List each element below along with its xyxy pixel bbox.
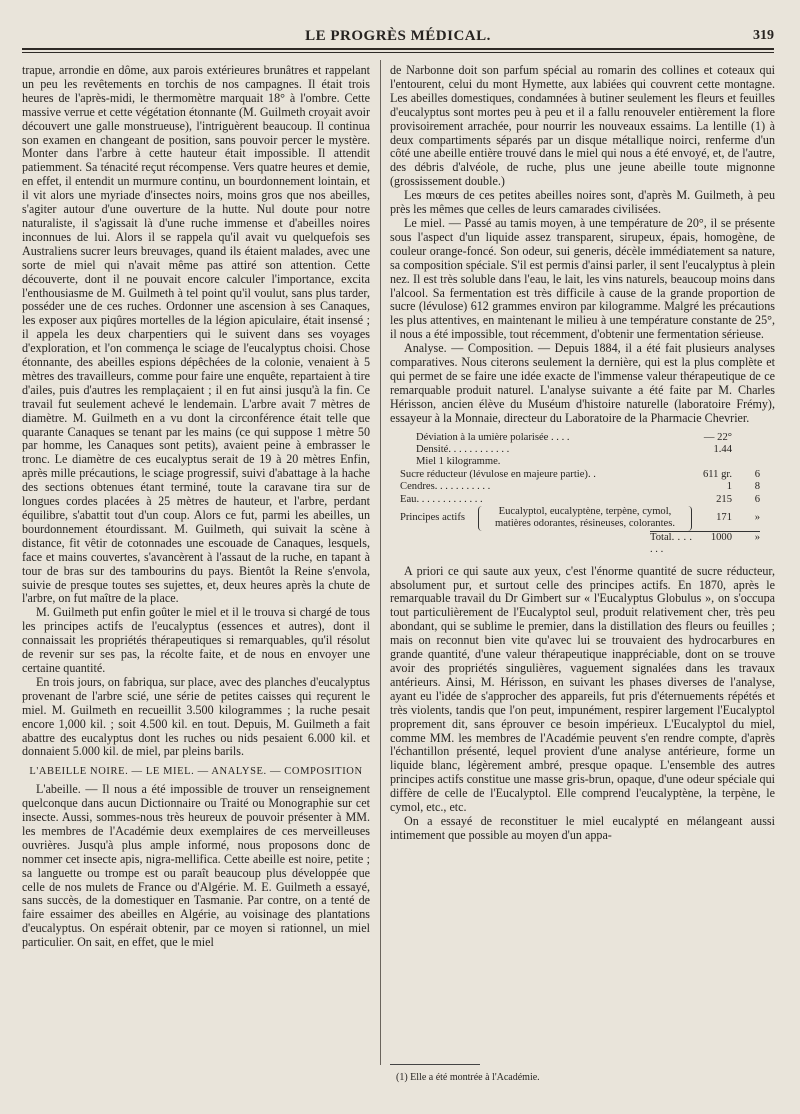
analysis-fraction: 8 xyxy=(754,481,760,493)
analysis-row xyxy=(400,456,760,468)
paragraph: On a essayé de reconstituer le miel eucalypté en mélangeant aussi intimement que possible au moyen d'un appa- xyxy=(390,813,775,842)
analysis-row xyxy=(400,432,760,444)
analysis-label: Eau. . . . . . . . . . . . . xyxy=(400,493,483,505)
journal-title: LE PROGRÈS MÉDICAL. xyxy=(305,28,491,44)
analysis-value: 611 gr. xyxy=(702,468,732,480)
right-column xyxy=(390,64,775,843)
analysis-label: Cendres. . . . . . . . . . . xyxy=(400,481,491,493)
analysis-value: 1000 xyxy=(710,531,732,543)
analysis-fraction: » xyxy=(754,512,760,524)
analysis-label: Déviation à la umière polarisée . . . . xyxy=(416,431,570,443)
analysis-fraction: 6 xyxy=(754,493,760,505)
analysis-value: — 22° xyxy=(703,431,732,443)
paragraph: Analyse. — Composition. — Depuis 1884, il a été fait plusieurs analyses comparatives. Nous citerons seulement la dernière, qui est la plus complète et qui permet de se faire une idée exacte de l'immense valeur thérapeutique de ce remarquable produit naturel. L'analyse suivante a été faite par M. Charles Hérisson, ancien élève du Muséum d'histoire naturelle (laboratoire Frémy), essayeur à la Monnaie, directeur du Laboratoire de la Pharmacie Chevrier. xyxy=(390,341,775,425)
analysis-row xyxy=(400,506,760,531)
header-rule-thick xyxy=(22,48,774,50)
paragraph: de Narbonne doit son parfum spécial au romarin des collines et coteaux qui l'entourent, celui du mont Hymette, aux labiées qui couvrent cette montagne. Les abeilles domestiques, condamnées à butiner seulement les fleurs et feuilles d'eucalyptus sont mortes peu à peu et il a fallu renouveler entièrement la flore provisoirement arrachée, pour nourrir les nouveaux essaims. La lentille (1) à deux compartiments séparés par un disque métallique noirci, renferme d'un côté une abeille entière trouvé dans le miel qui nous a été envoyé, et, de l'autre, des débris d'alvéole, de ruche, plus une jeune abeille toute mignonne (grossissement double.) xyxy=(390,63,775,189)
analysis-label: Densité. . . . . . . . . . . . xyxy=(416,443,510,455)
paragraph: Le miel. — Passé au tamis moyen, à une température de 20°, il se présente sous l'aspect d'un liquide assez transparent, sirupeux, épais, homogène, de couleur orange-foncé. Son odeur, sui generis, décèle immédiatement sa nature, sa composition spéciale. S'il est permis d'ainsi parler, il sent l'eucalyptus à plein nez. Il est très soluble dans l'eau, le lait, les vins naturels, beaucoup moins dans l'alcool. Sa fermentation est très difficile à cause de la grande proportion de sucre (lévulose) 612 grammes environ par kilogramme. Malgré les précautions les plus attentives, en maintenant le milieu à une température constante de 25°, il nous a été impossible, tout récemment, d'obtenir une fermentation sérieuse. xyxy=(390,215,775,342)
analysis-fraction: » xyxy=(754,531,760,543)
column-separator xyxy=(380,60,381,1065)
analysis-brace-content: Eucalyptol, eucalyptène, terpène, cymol, matières odorantes, résineuses, colorantes. xyxy=(478,506,692,531)
analysis-table xyxy=(400,432,760,557)
paragraph: A priori ce qui saute aux yeux, c'est l'énorme quantité de sucre réducteur, absolument pur, et surtout celle des principes actifs. En 1870, après le remarquable travail du Dr Gimbert sur « l'Eucalyptus Globulus », on s'occupa tout particulièrement de l'Eucalyptol seul, produit relativement cher, très peu abondant, qui se sublime le premier, dans la distillation des fleurs ou feuilles ; mais on reconnut bien vite qu'avec lui se trouvaient des hydrocarbures en grande quantité, d'une valeur thérapeutique inappréciable, dont on se trouve avoir des propriétés singulières, vaguement signalées dans les travaux antérieurs. Ainsi, M. Hérisson, en suivant les phases diverses de l'analyse, ayant eu l'idée de s'approcher des appareils, fut pris d'éternuements répétés et très violents, tandis que l'on peut, impunément, respirer largement l'Eucalyptol proprement dit, sans éprouver ce besoin impérieux. L'Eucalyptol du miel, comme MM. les membres de l'Académie peuvent s'en rendre compte, d'après l'échantillon présenté, lequel provient d'une analyse antérieure, forme un liquide blanc, légèrement ambré, presque opaque. L'ensemble des autres principes actifs constitue une masse gris-brun, opaque, d'une odeur spéciale qui diffère de celle de l'Eucalyptol. Elle comprend l'eucalyptène, la terpène, le cymol, etc., etc. xyxy=(390,563,775,815)
section-title: L'ABEILLE NOIRE. — LE MIEL. — ANALYSE. — COMPOSITION xyxy=(29,766,363,778)
analysis-label: Principes actifs xyxy=(400,512,466,524)
analysis-row xyxy=(400,494,760,506)
analysis-label: Miel 1 kilogramme. xyxy=(416,456,501,468)
analysis-row xyxy=(400,444,760,456)
footnote: (1) Elle a été montrée à l'Académie. xyxy=(396,1072,540,1083)
paragraph: trapue, arrondie en dôme, aux parois extérieures brunâtres et rappelant un peu les revêtements en torchis de nos campagnes. Il était trois heures de l'après-midi, le thermomètre marquait 18° à l'ombre. Cette massive verrue et cette végétation étonnante (M. Guilmeth croyait avoir découvert une galle monstrueuse), l'intriguèrent beaucoup. Il continua son examen en changeant de position, sans pouvoir percer le mystère. Monter dans l'arbre à cette hauteur était impossible. Il attendit patiemment. Sa ténacité reçut récompense. Vers quatre heures et demie, en effet, il entendit un murmure continu, un bourdonnement lointain, et il vit alors une myriade d'insectes noirs, moins gros que nos abeilles, s'agiter autour d'une ouverture de la hutte. Nul doute pour notre naturaliste, il s'agissait là d'une ruche immense et d'abeilles noires inconnues de lui. Alors il se rappela qu'il avait vu quelquefois ses Australiens sucrer leurs breuvages, quand ils étaient malades, avec une sorte de miel qui n'avait même pas attiré son attention. Cette découverte, dont il ne pouvait encore calculer l'importance, excita l'enthousiasme de M. Guilmeth à tel point qu'il voulut, sans plus tarder, posséder une de ces ruches. Ordonner une ascension à ses Canaques, les exposer aux piqûres mortelles de la légion apiculaire, était insensé ; il appela les deux charpentiers qui le suivent dans ses voyages d'exploration, et l'on commença le sciage de l'eucalyptus choisi. Chose étonnante, des abeilles espions dépêchées de la colonie, venaient à 5 mètres des travailleurs, comme pour faire une enquête, repartaient à tire d'ailes, puis d'autres les remplaçaient ; il en fut ainsi jusqu'à la fin. Ce travail fut seulement achevé le lendemain. L'arbre avait 7 mètres de diamètre. M. Guilmeth en a vu dont la circonférence était telle que quarante Canaques se tenant par les mains (ce qui suppose 1 mètre 50 par homme, les Canaques sont petits), avaient peine à embrasser le tronc. Le diamètre de ces eucalyptus serait de 19 à 20 mètres Enfin, après mille précautions, le sciage progressif, suivi d'abattage à la hache des sections obtenues étant terminé, toute la caravane tira sur de longues cordes placées à 25 mètres de hauteur, et l'arbre, perdant équilibre, s'abattit tout d'un coup. Alors ce fut, parmi les abeilles, un bourdonnement étourdissant. M. Guilmeth, qui suivait la scène à distance, fit vêtir de cotonnades une escouade de Canaques, lesquels, face et mains couvertes, s'avancèrent à l'assaut de la ruche, en tapant à tour de bras sur des tambourins du pays. Bientôt la Reine s'envola, suivie de presque toutes ses sujettes, et, deux heures après la chute de l'arbre, on fut maître de la place. xyxy=(22,63,370,606)
analysis-row xyxy=(400,481,760,493)
paragraph: Les mœurs de ces petites abeilles noires sont, d'après M. Guilmeth, à peu près les mêmes que celles de leurs camarades civilisées. xyxy=(390,188,775,217)
paragraph: En trois jours, on fabriqua, sur place, avec des planches d'eucalyptus provenant de l'arbre scié, une série de petites caisses qui reçurent le miel. M. Guilmeth en recueillit 3.500 kilogrammes ; la ruche pesait encore 1,000 kil. ; soit 4.500 kil. en tout. Depuis, M. Guilmeth a fait abattre des eucalyptus dont les ruches ou nids pesaient 6.000 kil. et donnaient 5.000 kil. de miel, par pleins barils. xyxy=(22,674,370,759)
analysis-label: Total. . . . . . . xyxy=(650,531,692,556)
paragraph: M. Guilmeth put enfin goûter le miel et il le trouva si chargé de tous les principes actifs de l'eucalyptus (essences et autres), dont il connaissait les propriétés thérapeutiques si remarquables, qu'il résolut de revenir sur ses pas, la récolte faite, et de nous en envoyer une certaine quantité. xyxy=(22,605,370,675)
analysis-value: 215 xyxy=(716,493,732,505)
analysis-value: 1 xyxy=(726,481,732,493)
paragraph: L'abeille. — Il nous a été impossible de trouver un renseignement quelconque dans aucun Dictionnaire ou Traité ou Monographie sur cet insecte. Aussi, sommes-nous très heureux de pouvoir présenter à MM. les membres de l'Académie deux exemplaires de ces merveilleuses ouvrières. Jusqu'à plus ample informé, nous proposons donc de nommer cet insecte apis, nigra-mellifica. Cette abeille est noire, petite ; sa languette ou trompe est ou paraît beaucoup plus développée que celle de nos mulets de France ou d'Algérie. M. E. Guilmeth a essayé, sans succès, de la domestiquer en Tasmanie. Par contre, on a tenté de faire essaimer des abeilles en Algérie, au voisinage des plantations d'eucalyptus. On espérait obtenir, par ce moyen si rationnel, un miel particulier. On sait, en effet, que le miel xyxy=(22,782,370,950)
analysis-label: Sucre réducteur (lévulose en majeure partie). . xyxy=(400,468,596,480)
analysis-value: 171 xyxy=(716,512,732,524)
footnote-separator xyxy=(390,1064,480,1065)
analysis-row xyxy=(400,469,760,481)
header-rule-thin xyxy=(22,52,774,53)
running-header xyxy=(22,28,774,48)
page-number: 319 xyxy=(753,28,774,43)
analysis-total-row xyxy=(650,531,760,557)
analysis-fraction: 6 xyxy=(754,468,760,480)
left-column xyxy=(22,64,370,950)
analysis-value: 1.44 xyxy=(713,443,732,455)
